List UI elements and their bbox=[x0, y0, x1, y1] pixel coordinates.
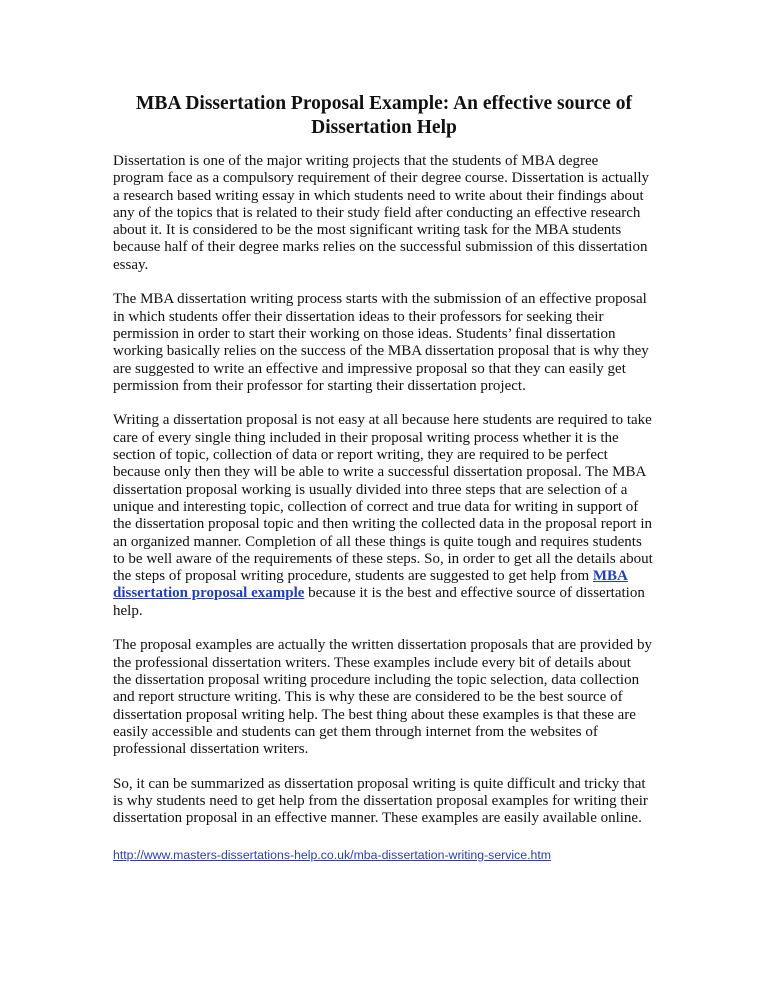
paragraph bbox=[113, 291, 673, 395]
text-line: dissertation proposal writing help. The best thing about these examples is that these are bbox=[113, 706, 636, 723]
text-line: any of the topics that is related to their study field after conducting an effective research bbox=[113, 204, 641, 221]
text-line: The MBA dissertation writing process starts with the submission of an effective proposal bbox=[113, 291, 647, 308]
text-line: is why students need to get help from the dissertation proposal examples for writing their bbox=[113, 792, 648, 809]
text-line: program face as a compulsory requirement of their degree course. Dissertation is actually bbox=[113, 170, 650, 187]
text-segment: because it is the best and effective source of dissertation bbox=[304, 585, 645, 602]
text-line: because only then they will be able to write a successful dissertation proposal. The MBA bbox=[113, 464, 647, 481]
text-line: and report structure writing. This is why these are considered to be the best source of bbox=[113, 689, 623, 706]
mba-proposal-example-link-cont[interactable]: dissertation proposal example bbox=[113, 585, 305, 602]
text-line: the dissertation proposal topic and then writing the collected data in the proposal report in bbox=[113, 516, 653, 533]
text-line: care of every single thing included in their proposal writing process whether it is the bbox=[113, 429, 619, 446]
text-line: dissertation proposal working is usually divided into three steps that are selection of a bbox=[113, 481, 628, 498]
text-line: the dissertation proposal writing procedure including the topic selection, data collection bbox=[113, 671, 640, 688]
text-line: dissertation proposal in an effective manner. These examples are easily available online. bbox=[113, 810, 642, 827]
text-segment: the steps of proposal writing procedure, students are suggested to get help from bbox=[113, 568, 593, 585]
paragraph bbox=[113, 153, 673, 274]
text-line: Dissertation is one of the major writing projects that the students of MBA degree bbox=[113, 153, 599, 169]
text-line: in which students offer their dissertation ideas to their professors for seeking their bbox=[113, 308, 604, 325]
source-url-link[interactable]: http://www.masters-dissertations-help.co.uk/mba-dissertation-writing-service.htm bbox=[113, 848, 552, 862]
text-line: permission in order to start their working on those ideas. Students’ final dissertation bbox=[113, 325, 616, 342]
text-line: because half of their degree marks relies on the successful submission of this dissertation bbox=[113, 239, 648, 256]
text-line: to be well aware of the requirements of these steps. So, in order to get all the details about bbox=[113, 550, 653, 567]
text-line: essay. bbox=[113, 256, 149, 273]
text-line: The proposal examples are actually the written dissertation proposals that are provided by bbox=[113, 637, 652, 654]
text-line: Writing a dissertation proposal is not easy at all because here students are required to take bbox=[113, 412, 652, 429]
text-line: help. bbox=[113, 602, 143, 619]
text-line: permission from their professor for starting their dissertation project. bbox=[113, 377, 526, 394]
text-line: easily accessible and students can get them through internet from the websites of bbox=[113, 723, 598, 740]
paragraph bbox=[113, 412, 673, 568]
paragraph bbox=[113, 637, 673, 758]
text-line: the professional dissertation writers. These examples include every bit of details about bbox=[113, 654, 631, 671]
text-line: professional dissertation writers. bbox=[113, 741, 309, 758]
title-line-1: MBA Dissertation Proposal Example: An effective source of bbox=[136, 93, 632, 114]
paragraph-3-end bbox=[113, 568, 673, 620]
title-line-2: Dissertation Help bbox=[311, 117, 457, 138]
text-line: about it. It is considered to be the most significant writing task for the MBA students bbox=[113, 222, 622, 239]
text-line: working basically relies on the success of the MBA dissertation proposal that is why they bbox=[113, 343, 649, 360]
text-line: So, it can be summarized as dissertation proposal writing is quite difficult and tricky that bbox=[113, 775, 646, 792]
paragraph bbox=[113, 776, 673, 828]
text-line: section of topic, collection of data or report writing, they are required to be perfect bbox=[113, 447, 608, 464]
text-line: an organized manner. Completion of all these things is quite tough and requires students bbox=[113, 533, 642, 550]
text-line bbox=[113, 568, 673, 585]
mba-proposal-example-link[interactable]: MBA bbox=[592, 568, 628, 585]
document-body bbox=[113, 153, 673, 845]
text-line bbox=[113, 585, 673, 602]
text-line: a research based writing essay in which students need to write about their findings about bbox=[113, 187, 644, 204]
document-title bbox=[0, 92, 768, 140]
text-line: unique and interesting topic, collection of correct and true data for writing in support of bbox=[113, 498, 639, 515]
text-line: are suggested to write an effective and impressive proposal so that they can easily get bbox=[113, 360, 626, 377]
